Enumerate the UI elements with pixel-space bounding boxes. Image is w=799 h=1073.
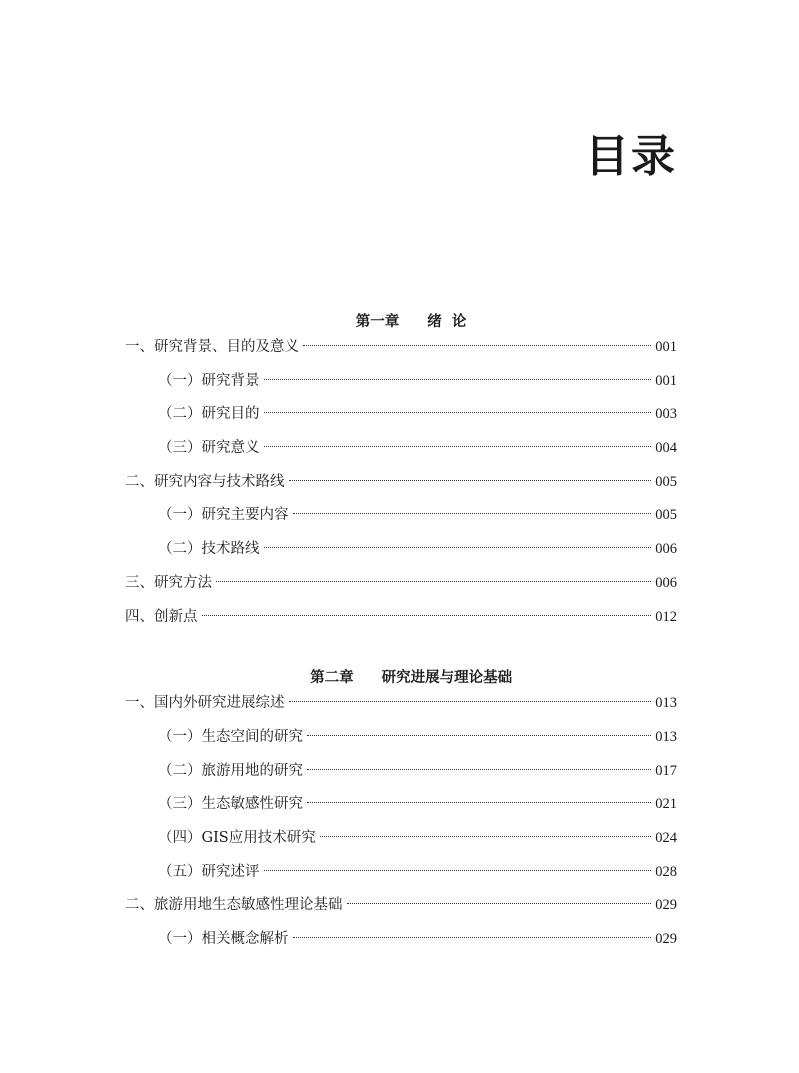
toc-page-number: 029 (655, 931, 677, 947)
dot-leader (293, 513, 652, 514)
toc-entry-title: （三）生态敏感性研究 (158, 796, 303, 813)
toc-entry-title: （一）研究背景 (158, 372, 260, 389)
toc-page-number: 005 (655, 507, 677, 524)
dot-leader (264, 412, 652, 413)
dot-leader (202, 615, 652, 616)
toc-entry[interactable] (125, 788, 677, 822)
chapter-number: 第一章 (355, 314, 400, 330)
toc-entry[interactable] (125, 567, 677, 601)
chapter-name: 绪 论 (427, 314, 467, 330)
toc-entry-title: （一）研究主要内容 (158, 507, 289, 524)
toc-entry-title: 一、国内外研究进展综述 (125, 695, 285, 712)
toc-page-number: 028 (655, 863, 677, 880)
toc-page-number: 013 (655, 728, 677, 745)
dot-leader (264, 547, 652, 548)
dot-leader (293, 937, 652, 938)
toc-entry-title: 一、研究背景、目的及意义 (125, 339, 299, 355)
toc-entry-title: （一）相关概念解析 (158, 931, 289, 947)
dot-leader (347, 903, 652, 904)
dot-leader (307, 769, 651, 770)
dot-leader (289, 480, 652, 481)
toc-entry[interactable] (125, 466, 677, 500)
dot-leader (264, 379, 652, 380)
toc-page-number: 012 (655, 608, 677, 625)
chapter-number: 第二章 (310, 670, 354, 687)
toc-entry[interactable] (125, 432, 677, 466)
dot-leader (307, 802, 651, 803)
toc-entry-title: 四、创新点 (125, 608, 198, 625)
toc-entry[interactable] (125, 601, 677, 635)
dot-leader (320, 836, 652, 837)
dot-leader (307, 735, 651, 736)
chapter-heading (125, 286, 677, 330)
dot-leader (216, 581, 651, 582)
toc-entry-title: （二）技术路线 (158, 541, 260, 558)
toc-entry[interactable] (125, 889, 677, 923)
chapter-heading (125, 642, 677, 687)
toc-page-number: 001 (655, 339, 677, 355)
toc-entry-title: （五）研究述评 (158, 863, 260, 880)
toc-page-number: 006 (655, 541, 677, 558)
toc-entry-title: （四）GIS应用技术研究 (158, 829, 316, 846)
toc-entry[interactable] (125, 398, 677, 432)
dot-leader (264, 870, 652, 871)
dot-leader (289, 701, 652, 702)
toc-entry[interactable] (125, 755, 677, 789)
dot-leader (264, 446, 652, 447)
toc-entry-title: 二、旅游用地生态敏感性理论基础 (125, 897, 343, 914)
toc-page-number: 013 (655, 695, 677, 712)
toc-page-number: 003 (655, 406, 677, 423)
toc-entry-title: （二）旅游用地的研究 (158, 762, 303, 779)
chapter-name: 研究进展与理论基础 (381, 670, 513, 687)
toc-entry[interactable] (125, 923, 677, 957)
toc-entry-title: 三、研究方法 (125, 574, 212, 591)
toc-page-number: 024 (655, 829, 677, 846)
toc-page-number: 021 (655, 796, 677, 813)
toc-entry[interactable] (125, 721, 677, 755)
toc-entry[interactable] (125, 856, 677, 890)
toc-page-number: 017 (655, 762, 677, 779)
toc-entry[interactable] (125, 499, 677, 533)
toc-page-number: 029 (655, 897, 677, 914)
page-title: 目录 (585, 131, 677, 182)
toc-page-number: 005 (655, 473, 677, 490)
toc-page-number: 004 (655, 440, 677, 457)
toc-page-number: 001 (655, 372, 677, 389)
toc-entry[interactable] (125, 822, 677, 856)
toc-page-number: 006 (655, 574, 677, 591)
toc-entry-title: （三）研究意义 (158, 440, 260, 457)
toc-entry-title: 二、研究内容与技术路线 (125, 473, 285, 490)
dot-leader (303, 345, 651, 346)
table-of-contents (125, 286, 677, 957)
toc-entry-title: （一）生态空间的研究 (158, 728, 303, 745)
toc-entry-title: （二）研究目的 (158, 406, 260, 423)
toc-entry[interactable] (125, 533, 677, 567)
toc-entry[interactable] (125, 365, 677, 399)
